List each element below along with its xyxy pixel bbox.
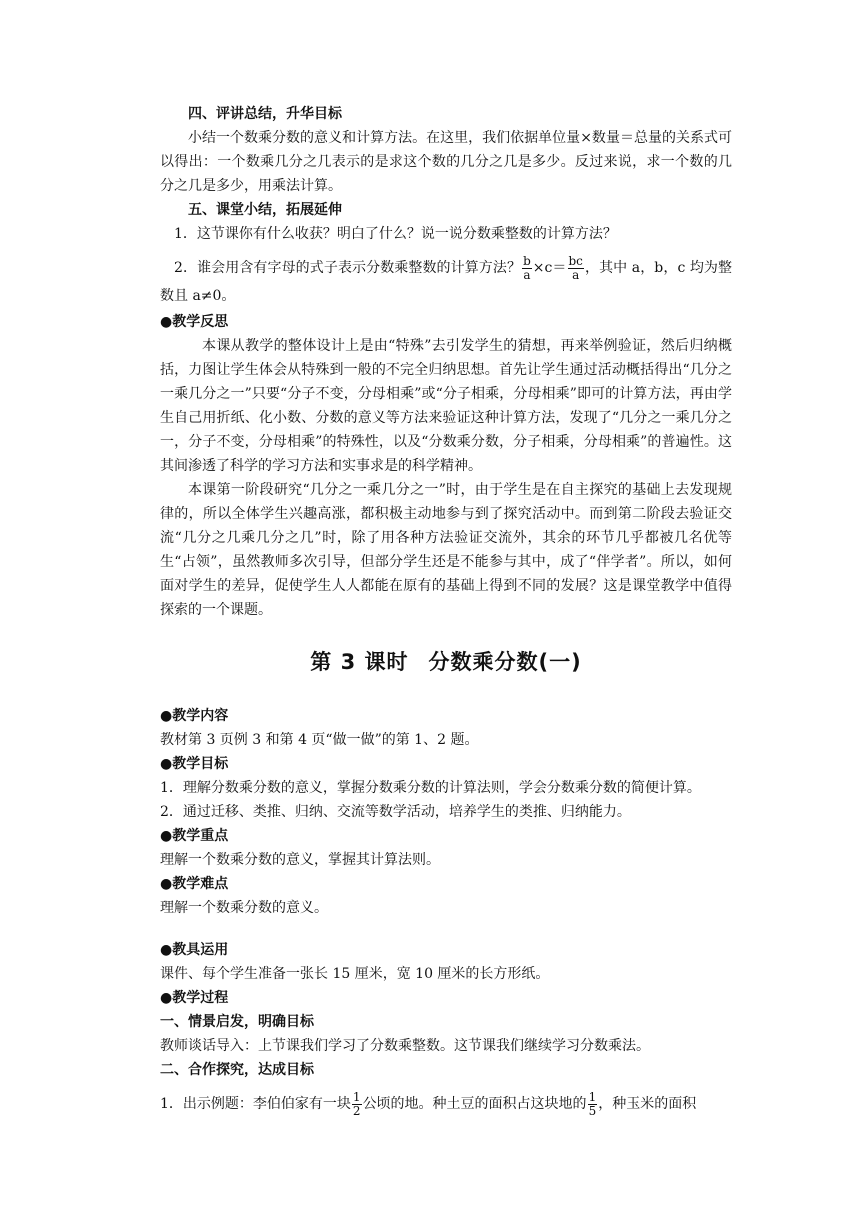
content-heading: ●教学内容 — [160, 708, 229, 724]
example-text-end: ，种玉米的面积 — [598, 1096, 697, 1112]
process-heading: ●教学过程 — [160, 990, 229, 1006]
document-page — [160, 102, 732, 1118]
key-point-text: 理解一个数乘分数的意义，掌握其计算法则。 — [160, 852, 440, 868]
example-text-start: 1．出示例题：李伯伯家有一块 — [160, 1096, 351, 1112]
difficulty-text: 理解一个数乘分数的意义。 — [160, 900, 328, 916]
fraction-numerator: b — [523, 253, 531, 268]
reflection-heading: ●教学反思 — [160, 314, 229, 330]
process-step-1-heading: 一、情景启发，明确目标 — [160, 1014, 314, 1030]
tools-text: 课件、每个学生准备一张长 15 厘米，宽 10 厘米的长方形纸。 — [160, 966, 550, 982]
fraction-denominator: a — [572, 267, 580, 282]
question-2-text: 2．谁会用含有字母的式子表示分数乘整数的计算方法？ — [174, 260, 522, 276]
fraction-numerator: bc — [568, 253, 583, 268]
fraction-one-fifth — [588, 1091, 598, 1118]
reflection-paragraph-1: 本课从教学的整体设计上是由“特殊”去引发学生的猜想，再来举例验证，然后归纳概括，力图让学生体会从特殊到一般的不完全归纳思想。首先让学生通过活动概括得出“几分之一乘几分之一”只要“分子不变，分母相乘”或“分子相乘，分母相乘”即可的计算方法，再由学生自己用折纸、化小数、分数的意义等方法来验证这种计算方法，发现了“几分之一乘几分之一，分子不变，分母相乘”的特殊性，以及“分数乘分数，分子相乘，分母相乘”的普遍性。这其间渗透了科学的学习方法和实事求是的科学精神。 — [160, 338, 732, 474]
fraction-denominator: 2 — [352, 1103, 361, 1118]
tools-heading: ●教具运用 — [160, 942, 229, 958]
process-step-2-heading: 二、合作探究，达成目标 — [160, 1062, 314, 1078]
key-point-heading: ●教学重点 — [160, 828, 229, 844]
goals-heading: ●教学目标 — [160, 756, 229, 772]
lesson-name: 分数乘分数(一) — [428, 650, 582, 674]
example-problem — [160, 1090, 732, 1118]
lesson-number: 第 3 课时 — [310, 650, 409, 674]
reflection-paragraph-2: 本课第一阶段研究“几分之一乘几分之一”时，由于学生是在自主探究的基础上去发现规律的，所以全体学生兴趣高涨，都积极主动地参与到了探究活动中。而到第二阶段去验证交流“几分之几乘几分之几”时，除了用各种方法验证交流外，其余的环节几乎都被几名优等生“占领”，虽然教师多次引导，但部分学生还是不能参与其中，成了“伴学者”。所以，如何面对学生的差异，促使学生人人都能在原有的基础上得到不同的发展？这是课堂教学中值得探索的一个课题。 — [160, 482, 732, 618]
goal-2: 2．通过迁移、类推、归纳、交流等数学活动，培养学生的类推、归纳能力。 — [160, 804, 631, 820]
fraction-bc-over-a — [568, 255, 584, 282]
fraction-numerator: 1 — [352, 1089, 361, 1104]
question-1: 1．这节课你有什么收获？明白了什么？说一说分数乘整数的计算方法？ — [174, 226, 617, 242]
lesson-title — [160, 646, 732, 676]
content-text: 教材第 3 页例 3 和第 4 页“做一做”的第 1、2 题。 — [160, 732, 479, 748]
fraction-one-half — [352, 1091, 362, 1118]
section-heading-extension: 五、课堂小结，拓展延伸 — [188, 202, 342, 218]
difficulty-heading: ●教学难点 — [160, 876, 229, 892]
summary-paragraph: 小结一个数乘分数的意义和计算方法。在这里，我们依据单位量×数量＝总量的关系式可以得出：一个数乘几分之几表示的是求这个数的几分之几是多少。反过来说，求一个数的几分之几是多少，用乘法计算。 — [160, 130, 732, 194]
goal-1: 1．理解分数乘分数的意义，掌握分数乘分数的计算法则，学会分数乘分数的简便计算。 — [160, 780, 701, 796]
fraction-numerator: 1 — [588, 1089, 597, 1104]
fraction-denominator: 5 — [588, 1103, 597, 1118]
section-heading-summary: 四、评讲总结，升华目标 — [188, 106, 342, 122]
process-step-1-text: 教师谈话导入：上节课我们学习了分数乘整数。这节课我们继续学习分数乘法。 — [160, 1038, 650, 1054]
fraction-b-over-a — [522, 255, 532, 282]
example-text-middle: 公顷的地。种土豆的面积占这块地的 — [362, 1096, 587, 1112]
question-2 — [160, 254, 732, 310]
fraction-denominator: a — [523, 267, 531, 282]
question-2-tail: ，其中 a，b，c 均为整数且 a≠0。 — [160, 260, 732, 304]
times-c-text: ×c＝ — [532, 260, 567, 276]
